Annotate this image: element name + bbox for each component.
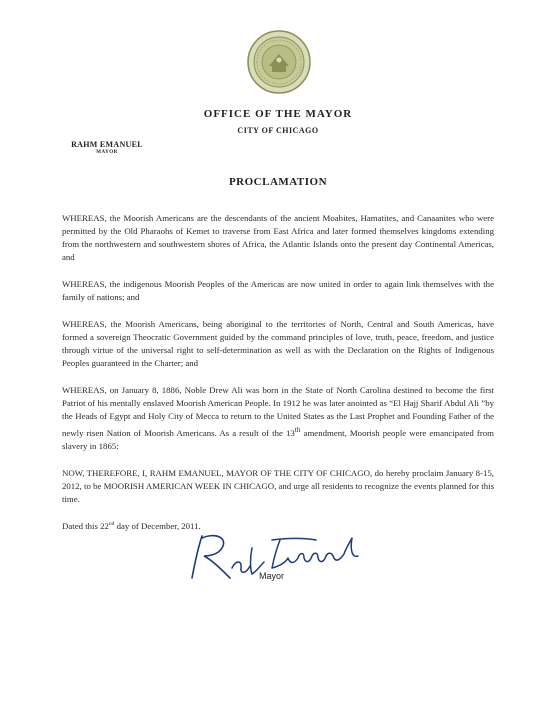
whereas-paragraph-4 (62, 384, 494, 453)
document-title: PROCLAMATION (228, 176, 328, 188)
paragraph-4-text: WHEREAS, on January 8, 1886, Noble Drew Ali was born in the State of North Carolina destined to become the first Patriot of his mentally enslaved Moorish American People. In 1912 he was later anointed as “El Hajj Sharif Abdul Ali ”by the Heads of Egypt and Holy City of Mecca to return to the United States as the Last Prophet and Founding Father of the newly risen Nation of Moorish Americans. As a result of the 13 (62, 385, 494, 438)
mayor-name: RAHM EMANUEL (71, 140, 143, 149)
paragraph-4-tail: amendment, Moorish people were emancipated from slavery in 1865: (62, 427, 494, 451)
city-name: CITY OF CHICAGO (237, 126, 319, 135)
dated-prefix: Dated this 22 (62, 521, 109, 531)
dated-suffix: day of December, 2011. (114, 521, 201, 531)
amendment-ordinal: th (294, 425, 301, 434)
dated-ordinal: nd (108, 521, 115, 528)
now-therefore-paragraph: NOW, THEREFORE, I, RAHM EMANUEL, MAYOR OF THE CITY OF CHICAGO, do hereby proclaim January 8-15, 2012, to be MOORISH AMERICAN WEEK IN CHICAGO, and urge all residents to recognize the events planned for this time. (62, 467, 494, 504)
whereas-paragraph-2: WHEREAS, the indigenous Moorish Peoples of the Americas are now united in order to again link themselves with the family of nations; and (62, 279, 494, 302)
whereas-paragraph-3: WHEREAS, the Moorish Americans, being aboriginal to the territories of North, Central and South Americas, have formed a sovereign Theocratic Government guided by the command principles of love, truth, peace, freedom, and justice through virtue of the universal right to self-determination as well as with the Declaration on the Rights of Indigenous Peoples guaranteed in the Charter; and (62, 319, 494, 368)
whereas-paragraph-1: WHEREAS, the Moorish Americans are the descendants of the ancient Moabites, Hamatites, and Canaanites who were permitted by the Old Pharaohs of Kemet to traverse from East Africa and later formed themselves kingdoms extending from the northwestern and southwestern shores of Africa, the Atlantic Islands onto the present day Continental Americas, and (62, 213, 494, 262)
office-title: OFFICE OF THE MAYOR (203, 108, 353, 120)
mayor-letterhead (62, 140, 152, 155)
proclamation-body (62, 212, 494, 520)
mayor-role: MAYOR (96, 150, 118, 155)
signature-label: Mayor (259, 571, 285, 581)
city-seal-icon (247, 30, 311, 94)
